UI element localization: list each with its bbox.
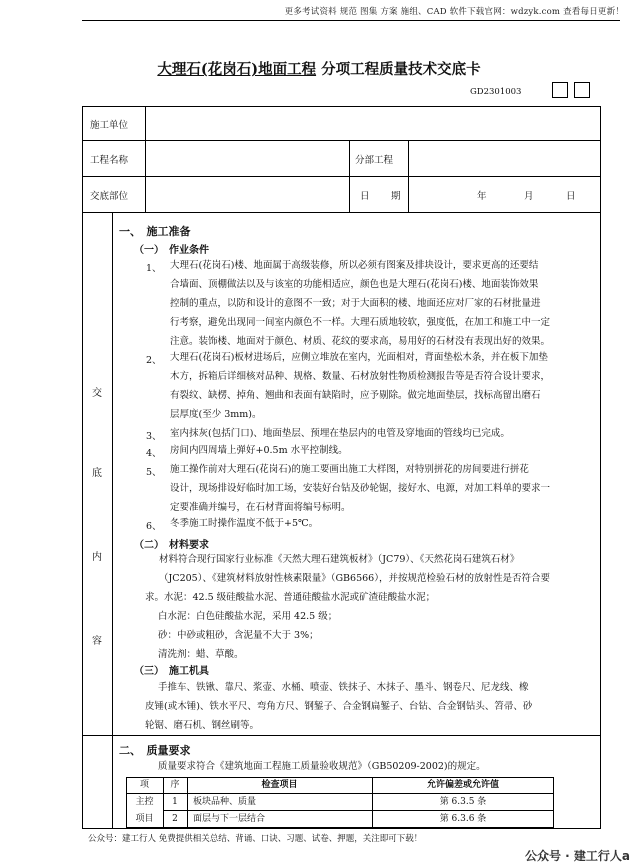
title-rest: 分项工程质量技术交底卡	[321, 61, 481, 78]
materials-text-a: 材料符合现行国家行业标准《天然大理石建筑板材》（JC79）、《天然花岗石建筑石材》 （JC205）、《建筑材料放射性核素限量》（GB6566），并按规范检验石材的放射性是否符合要 求。水泥：42.5 级硅酸盐水泥、普通硅酸盐水泥或矿渣硅酸盐水泥；	[145, 554, 550, 603]
item1-text: 大理石(花岗石)楼、地面属于高级装修，所以必须有图案及排块设计，要求更高的还要结 合墙面、顶棚做法以及与该室的功能相适应，颜色也是大理石(花岗石)楼、地面装饰效果 控制的重点，以防和设计的意图不一致；对于大面积的楼、地面还应对厂家的石材批量进 行考察，避免出现同一间室内颜色不一样。大理石质地较软，强度低，在加工和施工中一定 注意。装饰楼、地面对于颜色、材质、花纹的要求高，易用好的石材没有表现出好的效果。	[170, 260, 551, 347]
project-name-label: 工程名称	[90, 155, 129, 166]
table-header-check: 检查项目	[261, 780, 298, 790]
section2-heading: 二、 质量要求	[119, 744, 191, 757]
table-row2-seq: 2	[172, 814, 178, 824]
row-line-3	[82, 212, 601, 213]
construction-unit-label: 施工单位	[90, 120, 129, 131]
month-label: 月	[524, 191, 534, 202]
checkbox-1[interactable]	[552, 82, 568, 98]
section1-heading: 一、 施工准备	[119, 225, 191, 238]
item5-number: 5、	[146, 467, 162, 478]
item5-text: 施工操作前对大理石(花岗石)的施工要画出施工大样图，对特别拼花的房间要进行拼花 设计，现场排设好临时加工场，安装好台钻及砂轮锯，接好水、电源，对加工料单的要求一 定要准确并编号，在石材背面将编号标明。	[170, 464, 551, 513]
materials-text-b: 白水泥：白色硅酸盐水泥，采用 42.5 级； 砂：中砂或粗砂，含泥量不大于 3%； 清洗剂：蜡、草酸。	[158, 611, 338, 660]
table-header-allowance: 允许偏差或允许值	[426, 780, 499, 790]
table-row1-seq: 1	[172, 797, 178, 807]
sub1-heading: （一） 作业条件	[134, 245, 209, 256]
table-row2-item: 面层与下一层结合	[193, 814, 266, 824]
quality-intro: 质量要求符合《建筑地面工程施工质量验收规范》（GB50209-2002)的规定。	[158, 761, 486, 772]
item4-number: 4、	[146, 448, 162, 459]
handover-dept-label: 交底部位	[90, 191, 129, 202]
division-label: 分部工程	[355, 155, 394, 166]
section2-top-line	[82, 735, 601, 736]
tools-text: 手推车、铁锹、靠尺、浆壶、水桶、喷壶、铁抹子、木抹子、墨斗、钢卷尺、尼龙线、橡 皮锤(或木锤)、铁水平尺、弯角方尺、钢錾子、合金钢扁錾子、台钻、合金钢钻头、笤帚、砂 轮锯、磨石机、钢丝刷等。	[145, 682, 533, 731]
item3-number: 3、	[146, 431, 162, 442]
date-label-2: 期	[391, 191, 401, 202]
table-header-seq: 序	[170, 780, 180, 790]
document-code: GD2301003	[470, 87, 522, 97]
table-row2-value: 第 6.3.6 条	[439, 814, 487, 824]
row-line-2	[82, 176, 601, 177]
item3-text: 室内抹灰(包括门口)、地面垫层、预埋在垫层内的电管及穿地面的管线均已完成。	[170, 428, 510, 439]
page-title	[0, 58, 638, 79]
watermark: 公众号 · 建工行人a	[524, 849, 630, 863]
day-label: 日	[566, 191, 576, 202]
footer-note: 公众号：建工行人 免费提供相关总结、背诵、口诀、习题、试卷、押题，关注即可下载！	[88, 834, 423, 844]
side-label-3: 内	[92, 552, 102, 563]
sub3-heading: （三） 施工机具	[134, 666, 209, 677]
side-label-1: 交	[92, 388, 102, 399]
year-label: 年	[477, 191, 487, 202]
item1-number: 1、	[146, 263, 162, 274]
item2-text: 大理石(花岗石)板材进场后，应侧立堆放在室内，光面相对，背面垫松木条，并在板下加垫 木方，拆箱后详细核对品种、规格、数量、石材放射性物质检测报告等是否符合设计要求， 有裂纹、缺楞、掉角、翘曲和表面有缺陷时，应予剔除。做完地面垫层，找标高留出磨石 层厚度(至少 3mm)。	[170, 352, 551, 420]
date-label-1: 日	[360, 191, 370, 202]
header-rule	[82, 20, 620, 21]
side-label-2: 底	[92, 468, 102, 479]
top-note: 更多考试资料 规范 图集 方案 施组、CAD 软件下载官网：wdzyk.com 查看每日更新！	[284, 7, 624, 17]
info-col-line-1	[145, 106, 146, 212]
title-underlined: 大理石(花岗石)地面工程	[157, 61, 317, 78]
sub2-heading: （二） 材料要求	[134, 540, 209, 551]
item4-text: 房间内四周墙上弹好+0.5m 水平控制线。	[170, 445, 348, 456]
item2-number: 2、	[146, 355, 162, 366]
side-column-line	[112, 212, 113, 829]
item6-text: 冬季施工时操作温度不低于+5℃。	[170, 518, 319, 529]
info-col-line-2	[349, 140, 350, 212]
table-row1-item: 板块品种、质量	[193, 797, 257, 807]
info-col-line-3	[408, 140, 409, 212]
table-row1-value: 第 6.3.5 条	[439, 797, 487, 807]
row-line-1	[82, 140, 601, 141]
table-group-1: 主控	[135, 797, 154, 807]
table-group-2: 项目	[135, 814, 154, 824]
item6-number: 6、	[146, 521, 162, 532]
checkbox-2[interactable]	[574, 82, 590, 98]
side-label-4: 容	[92, 636, 102, 647]
table-header-item: 项	[139, 780, 149, 790]
